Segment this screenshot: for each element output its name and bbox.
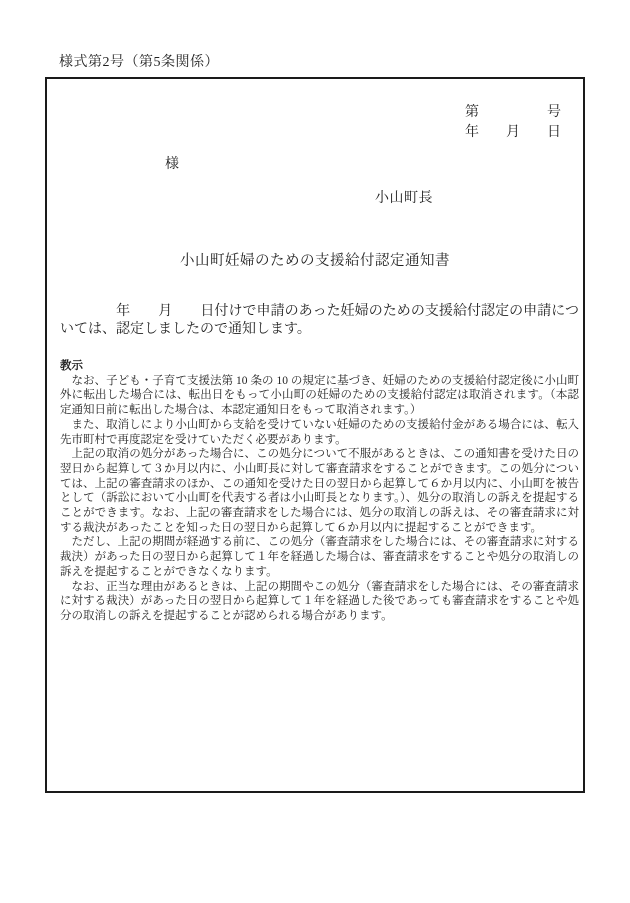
- instruction-section: [60, 359, 579, 624]
- issuer-name: 小山町長: [375, 191, 433, 206]
- doc-number-suffix: 号: [547, 105, 561, 120]
- instruction-paragraph: なお、子ども・子育て支援法第 10 条の 10 の規定に基づき、妊婦のための支援給付認定後に小山町外に転出した場合には、転出日をもって小山町の妊婦のための支援給付認定は取消されます。（本認定通知日前に転出した場合は、本認定通知日をもって取消されます。）: [60, 374, 579, 417]
- instruction-paragraph: また、取消しにより小山町から支給を受けていない妊婦のための支援給付金がある場合には、転入先市町村で再度認定を受けていただく必要があります。: [60, 418, 579, 446]
- date-month-label: 月: [506, 125, 520, 140]
- doc-number-date-block: [465, 103, 561, 143]
- instruction-paragraph: 上記の取消の処分があった場合に、この処分について不服があるときは、この通知書を受けた日の翌日から起算して３か月以内に、小山町長に対して審査請求をすることができます。この処分については、上記の審査請求のほか、この通知を受けた日の翌日から起算して６か月以内に、小山町を被告として（訴訟において小山町を代表する者は小山町長となります。）、処分の取消しの訴えを提起することができます。なお、上記の審査請求をした場合には、処分の取消しの訴えは、その審査請求に対する裁決があったことを知った日の翌日から起算して６か月以内に提起することができます。: [60, 448, 579, 534]
- notification-body: 年 月 日付けで申請のあった妊婦のための支援給付認定の申請については、認定しましたので通知します。: [60, 304, 579, 337]
- instruction-heading: 教示: [60, 360, 83, 372]
- document-title: 小山町妊婦のための支援給付認定通知書: [180, 253, 450, 269]
- instruction-paragraph: なお、正当な理由があるときは、上記の期間やこの処分（審査請求をした場合には、その審査請求に対する裁決）があった日の翌日から起算して１年を経過した後であっても審査請求をすることや処分の取消しの訴えを提起することが認められる場合があります。: [60, 580, 579, 622]
- doc-number-line: [465, 103, 561, 123]
- date-day-label: 日: [547, 125, 561, 140]
- doc-date-line: [465, 123, 561, 143]
- doc-number-prefix: 第: [465, 105, 479, 120]
- date-year-label: 年: [465, 125, 479, 140]
- form-label: 様式第2号（第5条関係）: [59, 55, 219, 70]
- recipient-honorific: 様: [165, 157, 179, 172]
- notice-box: [45, 77, 585, 793]
- instruction-paragraph: ただし、上記の期間が経過する前に、この処分（審査請求をした場合には、その審査請求に対する裁決）があった日の翌日から起算して１年を経過した場合は、審査請求をすることや処分の取消しの訴えを提起することができなくなります。: [60, 536, 579, 578]
